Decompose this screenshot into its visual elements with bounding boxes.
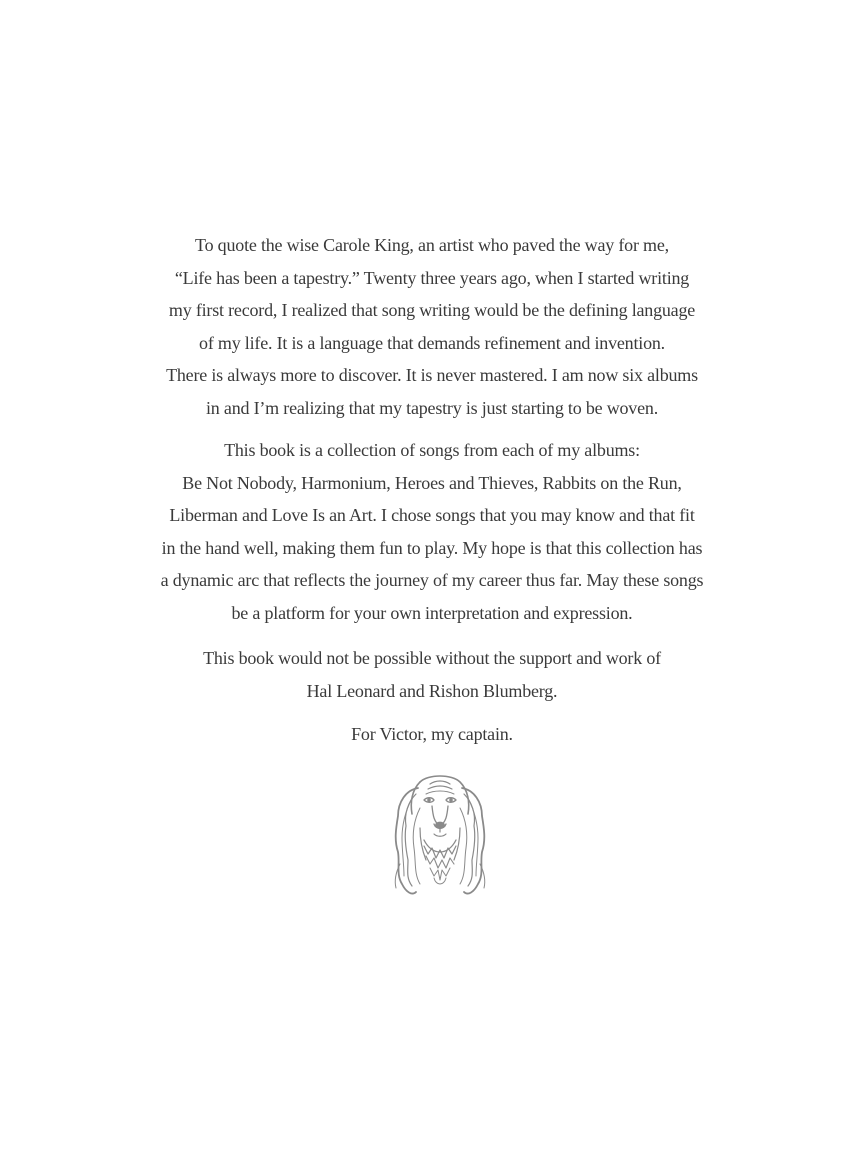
text-line: This book would not be possible without the support and work of (203, 648, 661, 668)
text-line: This book is a collection of songs from each of my albums: (224, 440, 640, 460)
text-line: Liberman and Love Is an Art. I chose songs that you may know and that fit (169, 505, 695, 525)
text-line: of my life. It is a language that demands refinement and invention. (199, 332, 665, 353)
text-line: Hal Leonard and Rishon Blumberg. (306, 680, 558, 701)
text-line: a dynamic arc that reflects the journey of my career thus far. May these songs (160, 570, 704, 590)
closing-dedication (0, 718, 864, 751)
text-line: “Life has been a tapestry.” Twenty three years ago, when I started writing (174, 267, 690, 288)
text-line: in the hand well, making them fun to play. My hope is that this collection has (161, 537, 703, 558)
dedication-paragraph-2 (0, 434, 864, 629)
acknowledgement-paragraph (0, 642, 864, 707)
dedication-paragraph-1 (0, 229, 864, 424)
text-line: my first record, I realized that song writing would be the defining language (168, 300, 696, 320)
text-line: in and I’m realizing that my tapestry is just starting to be woven. (206, 397, 658, 418)
text-line: There is always more to discover. It is never mastered. I am now six albums (166, 365, 698, 385)
text-line: Be Not Nobody, Harmonium, Heroes and Thieves, Rabbits on the Run, (182, 472, 682, 493)
closing-line: For Victor, my captain. (351, 724, 513, 744)
text-line: be a platform for your own interpretation and expression. (231, 602, 633, 623)
text-line: To quote the wise Carole King, an artist who paved the way for me, (195, 235, 669, 255)
spaniel-dog-illustration (376, 768, 504, 908)
